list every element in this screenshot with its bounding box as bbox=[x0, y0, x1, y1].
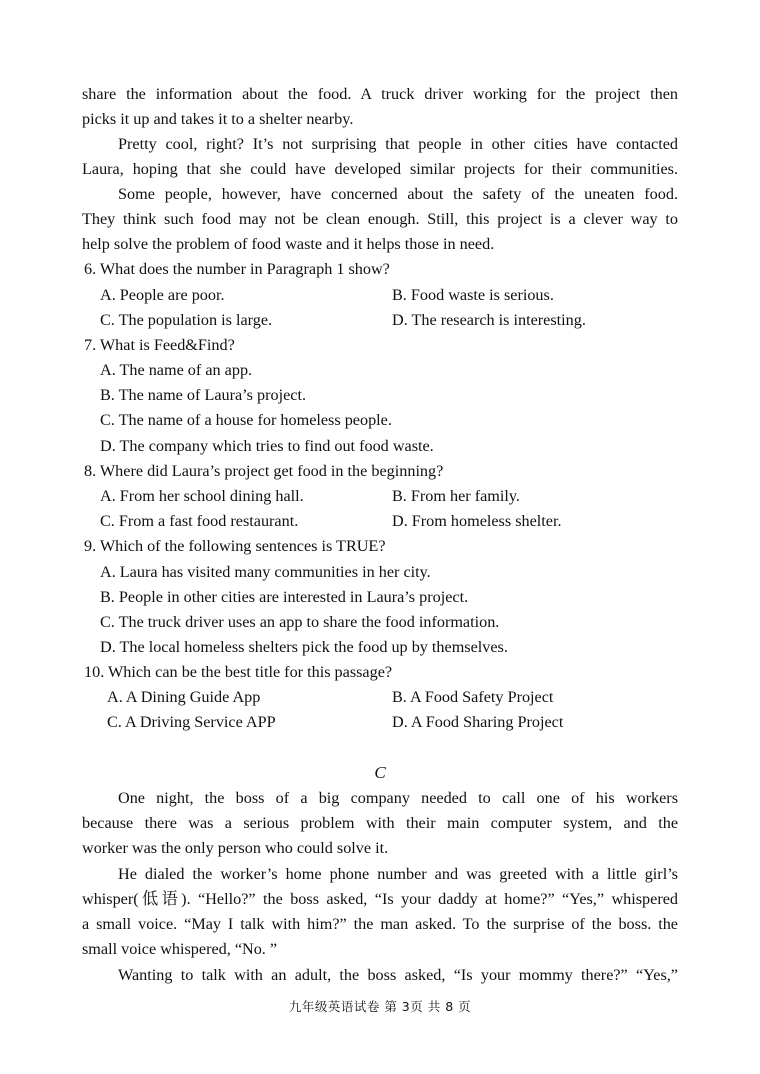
question-6-stem: 6. What does the number in Paragraph 1 show? bbox=[84, 260, 390, 278]
question-10-option-a: A. A Dining Guide App bbox=[107, 688, 261, 706]
question-9-stem: 9. Which of the following sentences is TRUE? bbox=[84, 537, 386, 555]
question-10-option-c: C. A Driving Service APP bbox=[107, 713, 276, 731]
question-7-option-d: D. The company which tries to find out food waste. bbox=[100, 437, 434, 455]
passage-line: They think such food may not be clean enough. Still, this project is a clever way to bbox=[82, 210, 678, 228]
passage-line: help solve the problem of food waste and it helps those in need. bbox=[82, 235, 495, 253]
question-9-option-a: A. Laura has visited many communities in her city. bbox=[100, 563, 431, 581]
question-6-option-b: B. Food waste is serious. bbox=[392, 286, 554, 304]
passage-line: He dialed the worker’s home phone number and was greeted with a little girl’s bbox=[118, 865, 678, 883]
question-7-option-a: A. The name of an app. bbox=[100, 361, 253, 379]
question-6-option-c: C. The population is large. bbox=[100, 311, 273, 329]
passage-line: whisper(低语). “Hello?” the boss asked, “Is your daddy at home?” “Yes,” whispered bbox=[82, 890, 678, 908]
question-8-stem: 8. Where did Laura’s project get food in the beginning? bbox=[84, 462, 444, 480]
question-6-option-a: A. People are poor. bbox=[100, 286, 225, 304]
question-9-option-d: D. The local homeless shelters pick the food up by themselves. bbox=[100, 638, 508, 656]
passage-line: picks it up and takes it to a shelter nearby. bbox=[82, 110, 354, 128]
passage-line: Wanting to talk with an adult, the boss asked, “Is your mommy there?” “Yes,” bbox=[118, 966, 678, 984]
question-7-option-b: B. The name of Laura’s project. bbox=[100, 386, 307, 404]
question-8-option-c: C. From a fast food restaurant. bbox=[100, 512, 299, 530]
passage-line: share the information about the food. A truck driver working for the project then bbox=[82, 85, 678, 103]
question-10-option-d: D. A Food Sharing Project bbox=[392, 713, 564, 731]
passage-line: because there was a serious problem with their main computer system, and the bbox=[82, 814, 678, 832]
passage-line: a small voice. “May I talk with him?” the man asked. To the surprise of the boss. the bbox=[82, 915, 678, 933]
page-footer: 九年级英语试卷 第 3页 共 8 页 bbox=[288, 999, 472, 1014]
passage-line: small voice whispered, “No. ” bbox=[82, 940, 278, 958]
question-9-option-c: C. The truck driver uses an app to share the food information. bbox=[100, 613, 500, 631]
passage-line: worker was the only person who could solve it. bbox=[82, 839, 389, 857]
question-8-option-d: D. From homeless shelter. bbox=[392, 512, 562, 530]
question-7-option-c: C. The name of a house for homeless people. bbox=[100, 411, 392, 429]
question-6-option-d: D. The research is interesting. bbox=[392, 311, 586, 329]
passage-line: Pretty cool, right? It’s not surprising that people in other cities have contacted bbox=[118, 135, 678, 153]
question-9-option-b: B. People in other cities are interested in Laura’s project. bbox=[100, 588, 469, 606]
passage-line: One night, the boss of a big company needed to call one of his workers bbox=[118, 789, 678, 807]
question-8-option-a: A. From her school dining hall. bbox=[100, 487, 304, 505]
question-8-option-b: B. From her family. bbox=[392, 487, 520, 505]
question-7-stem: 7. What is Feed&Find? bbox=[84, 336, 235, 354]
question-10-option-b: B. A Food Safety Project bbox=[392, 688, 554, 706]
question-10-stem: 10. Which can be the best title for this passage? bbox=[84, 663, 393, 681]
passage-line: Some people, however, have concerned about the safety of the uneaten food. bbox=[118, 185, 678, 203]
section-heading: C bbox=[374, 763, 386, 782]
passage-line: Laura, hoping that she could have developed similar projects for their communities. bbox=[82, 160, 678, 178]
